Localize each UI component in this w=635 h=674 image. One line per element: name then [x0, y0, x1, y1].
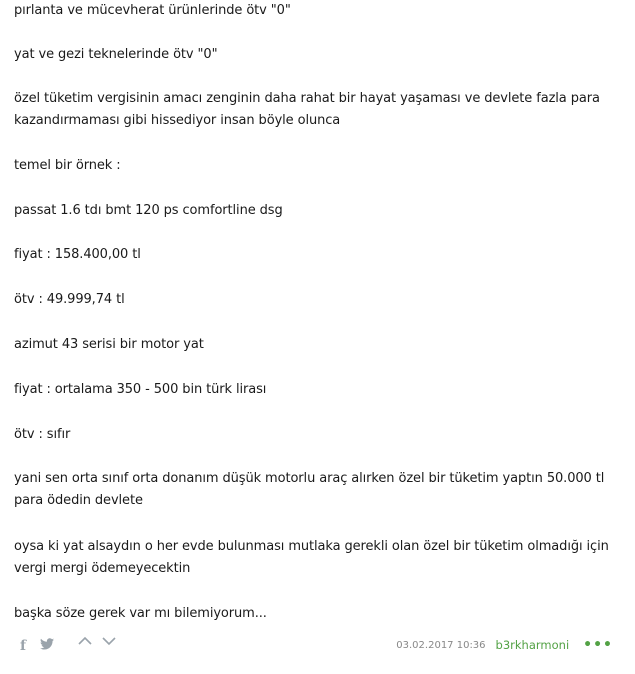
entry-paragraph: passat 1.6 tdı bmt 120 ps comfortline dsg — [14, 203, 283, 218]
entry-paragraph: özel tüketim vergisinin amacı zenginin daha rahat bir hayat yaşaması ve devlete fazla para kazandırmaması gibi hissediyor insan böyle olunca — [14, 91, 600, 128]
share-buttons — [20, 636, 68, 656]
entry-paragraph: yat ve gezi teknelerinde ötv "0" — [14, 47, 218, 62]
entry-paragraph: ötv : 49.999,74 tl — [14, 292, 125, 307]
entry-footer — [0, 632, 635, 660]
entry-paragraph: başka söze gerek var mı bilemiyorum... — [14, 606, 267, 621]
entry-paragraph: pırlanta ve mücevherat ürünlerinde ötv "0" — [14, 3, 291, 18]
entry-meta — [396, 638, 613, 652]
entry-paragraph: ötv : sıfır — [14, 427, 71, 442]
chevron-up-icon[interactable] — [78, 636, 92, 646]
vote-buttons — [78, 636, 126, 646]
entry-paragraph: yani sen orta sınıf orta donanım düşük motorlu araç alırken özel bir tüketim yaptın 50.000 tl para ödedin devlete — [14, 471, 605, 508]
entry-paragraph: fiyat : ortalama 350 - 500 bin türk lirası — [14, 382, 267, 397]
facebook-icon[interactable]: f — [20, 638, 27, 654]
entry-paragraph: temel bir örnek : — [14, 158, 121, 173]
entry-paragraph: azimut 43 serisi bir motor yat — [14, 337, 204, 352]
author-link[interactable]: b3rkharmoni — [495, 638, 570, 652]
twitter-icon[interactable] — [40, 636, 54, 656]
entry-paragraph: fiyat : 158.400,00 tl — [14, 247, 141, 262]
chevron-down-icon[interactable] — [102, 636, 116, 646]
entry-date[interactable]: 03.02.2017 10:36 — [396, 639, 486, 651]
more-dots-icon[interactable]: ••• — [583, 637, 613, 653]
entry-paragraph: oysa ki yat alsaydın o her evde bulunması mutlaka gerekli olan özel bir tüketim olmadığı için vergi mergi ödemeyecektin — [14, 539, 609, 576]
